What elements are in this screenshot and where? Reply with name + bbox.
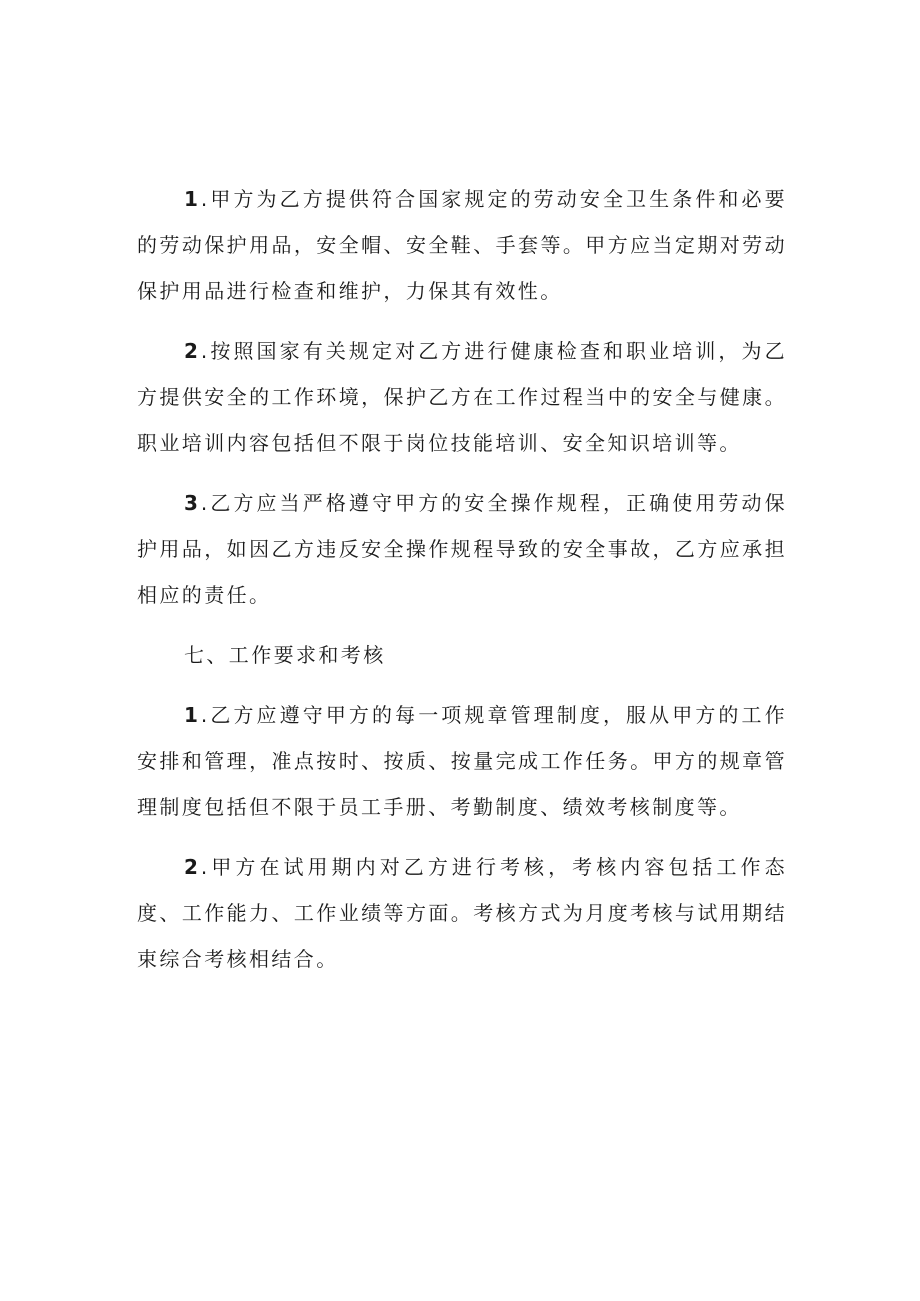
clause-text: .甲方为乙方提供符合国家规定的劳动安全卫生条件和必要的劳动保护用品，安全帽、安全鞋、手套等。甲方应当定期对劳动保护用品进行检查和维护，力保其有效性。 xyxy=(137,187,787,303)
section-heading: 七、工作要求和考核 xyxy=(184,643,386,667)
clause-number: 1 xyxy=(184,187,201,211)
clause-text: .乙方应当严格遵守甲方的安全操作规程，正确使用劳动保护用品，如因乙方违反安全操作规程导致的安全事故，乙方应承担相应的责任。 xyxy=(137,491,787,607)
clause-number: 1 xyxy=(184,703,201,727)
clause-6-3 xyxy=(137,480,787,618)
clause-number: 2 xyxy=(184,339,201,363)
clause-7-1 xyxy=(137,692,787,830)
clause-number: 3 xyxy=(184,491,201,515)
document-body xyxy=(137,176,787,996)
clause-text: .甲方在试用期内对乙方进行考核，考核内容包括工作态度、工作能力、工作业绩等方面。考核方式为月度考核与试用期结束综合考核相结合。 xyxy=(137,855,787,971)
clause-text: .乙方应遵守甲方的每一项规章管理制度，服从甲方的工作安排和管理，准点按时、按质、按量完成工作任务。甲方的规章管理制度包括但不限于员工手册、考勤制度、绩效考核制度等。 xyxy=(137,703,787,819)
clause-6-1 xyxy=(137,176,787,314)
clause-7-2 xyxy=(137,844,787,982)
clause-text: .按照国家有关规定对乙方进行健康检查和职业培训，为乙方提供安全的工作环境，保护乙方在工作过程当中的安全与健康。职业培训内容包括但不限于岗位技能培训、安全知识培训等。 xyxy=(137,339,787,455)
clause-6-2 xyxy=(137,328,787,466)
clause-number: 2 xyxy=(184,855,201,879)
